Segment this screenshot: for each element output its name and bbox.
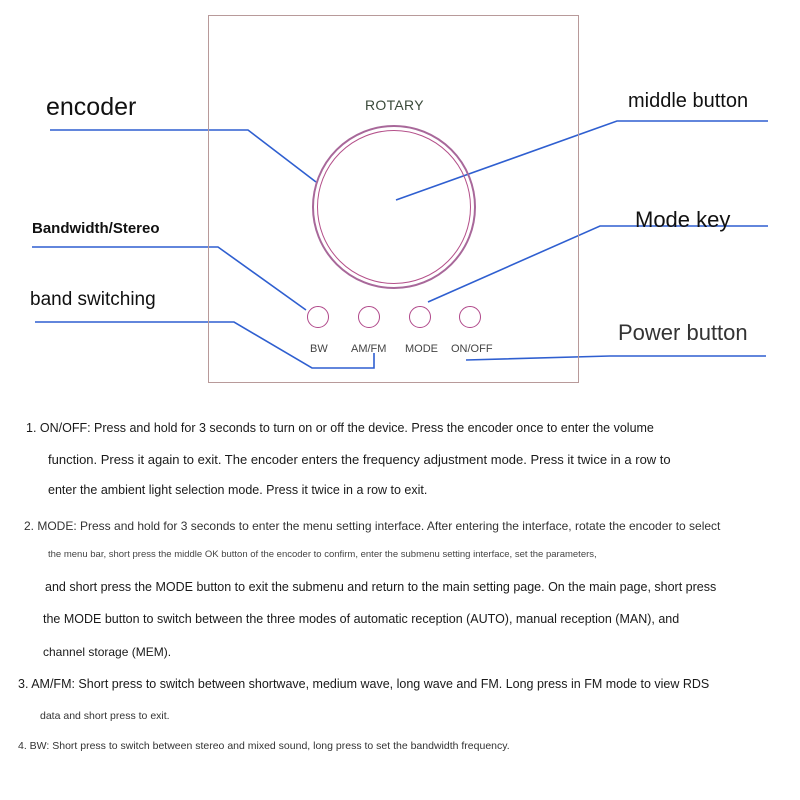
mode-button[interactable] (409, 306, 431, 328)
middle-button[interactable] (317, 130, 471, 284)
onoff-button[interactable] (459, 306, 481, 328)
power-button-callout: Power button (618, 320, 748, 345)
mode-button-label: MODE (405, 343, 438, 355)
middle-button-callout: middle button (628, 90, 749, 112)
note-1-line-3: enter the ambient light selection mode. Press it twice in a row to exit. (48, 483, 428, 497)
amfm-button-label: AM/FM (351, 343, 387, 355)
note-2-line-3: and short press the MODE button to exit the submenu and return to the main setting page. On the main page, short press (45, 580, 717, 594)
note-1-line-2: function. Press it again to exit. The encoder enters the frequency adjustment mode. Press it twice in a row to (48, 452, 671, 467)
bw-button-label: BW (310, 343, 328, 355)
note-4-line-1: 4. BW: Short press to switch between stereo and mixed sound, long press to set the bandwidth frequency. (18, 740, 510, 752)
note-3-line-2: data and short press to exit. (40, 710, 170, 722)
encoder-callout: encoder (46, 93, 137, 121)
amfm-button[interactable] (358, 306, 380, 328)
note-1-line-1: 1. ON/OFF: Press and hold for 3 seconds to turn on or off the device. Press the encoder once to enter the volume (26, 421, 654, 435)
onoff-button-label: ON/OFF (451, 343, 493, 355)
bw-button[interactable] (307, 306, 329, 328)
band-switching-callout: band switching (30, 289, 156, 310)
mode-key-callout: Mode key (635, 207, 731, 232)
rotary-label: ROTARY (365, 97, 424, 113)
note-2-line-2: the menu bar, short press the middle OK button of the encoder to confirm, enter the submenu setting interface, set the parameters, (48, 549, 597, 560)
bandwidth-stereo-callout: Bandwidth/Stereo (32, 220, 160, 237)
note-2-line-4: the MODE button to switch between the three modes of automatic reception (AUTO), manual reception (MAN), and (43, 612, 680, 626)
note-2-line-1: 2. MODE: Press and hold for 3 seconds to enter the menu setting interface. After entering the interface, rotate the encoder to select (24, 519, 721, 533)
note-3-line-1: 3. AM/FM: Short press to switch between shortwave, medium wave, long wave and FM. Long press in FM mode to view RDS (18, 677, 710, 691)
note-2-line-5: channel storage (MEM). (43, 645, 172, 659)
